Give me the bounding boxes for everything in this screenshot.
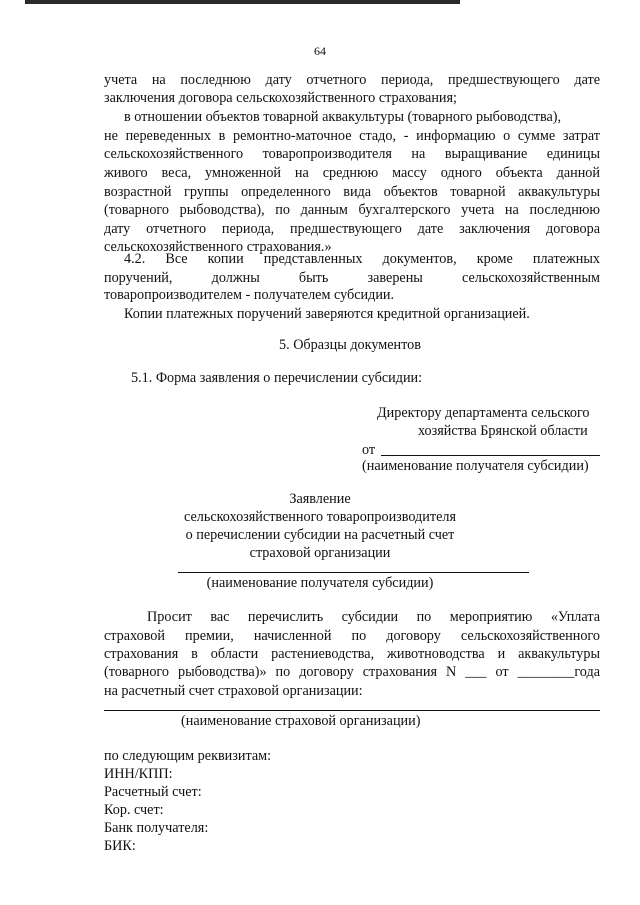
- body-line: в отношении объектов товарной аквакультуры (товарного рыбоводства),: [124, 109, 562, 125]
- request-line: страховой премии, начисленной по договору сельскохозяйственного: [104, 628, 600, 644]
- body-line: возрастной группы определенного вида объектов товарной аквакультуры: [104, 184, 600, 200]
- addressee-line: Директору департамента сельского: [377, 405, 590, 421]
- requisite-account: Расчетный счет:: [104, 784, 202, 800]
- request-line: Просит вас перечислить субсидии по мероприятию «Уплата: [147, 609, 600, 625]
- requisites-heading: по следующим реквизитам:: [104, 748, 272, 764]
- body-line: живого веса, умноженной на среднюю массу одного объекта данной: [104, 165, 600, 181]
- body-line: 4.2. Все копии представленных документов, кроме платежных: [124, 251, 600, 267]
- requisite-bik: БИК:: [104, 838, 136, 854]
- from-label: от: [362, 442, 376, 458]
- recipient-name-caption: (наименование получателя субсидии): [206, 575, 434, 591]
- request-line: страхования в области растениеводства, животноводства и аквакультуры: [104, 646, 600, 662]
- subsection-heading: 5.1. Форма заявления о перечислении субсидии:: [131, 370, 423, 386]
- body-line: сельскохозяйственного товаропроизводителя на выращивание единицы: [104, 146, 600, 162]
- scan-top-rule: [25, 0, 460, 4]
- application-title: Заявление: [289, 491, 351, 507]
- body-line: заключения договора сельскохозяйственного страхования;: [104, 90, 457, 106]
- body-line: поручений, должны быть заверены сельскохозяйственным: [104, 270, 600, 286]
- body-line: учета на последнюю дату отчетного периода, предшествующего дате: [104, 72, 600, 88]
- application-subtitle: о перечислении субсидии на расчетный счет: [185, 527, 455, 543]
- body-line: сельскохозяйственного страхования.»: [104, 239, 332, 255]
- requisite-corr-account: Кор. счет:: [104, 802, 164, 818]
- page-number: 64: [314, 44, 326, 58]
- application-subtitle: страховой организации: [249, 545, 391, 561]
- application-subtitle: сельскохозяйственного товаропроизводителя: [184, 509, 456, 525]
- requisite-inn-kpp: ИНН/КПП:: [104, 766, 173, 782]
- requisite-bank: Банк получателя:: [104, 820, 209, 836]
- request-line: на расчетный счет страховой организации:: [104, 683, 363, 699]
- section-heading: 5. Образцы документов: [279, 337, 421, 353]
- recipient-name-line: [178, 572, 529, 573]
- body-line: товаропроизводителем - получателем субсидии.: [104, 287, 395, 303]
- recipient-fill-line: [381, 455, 600, 456]
- insurer-caption: (наименование страховой организации): [181, 713, 421, 729]
- addressee-line: хозяйства Брянской области: [418, 423, 588, 439]
- request-line: (товарного рыбоводства)» по договору страхования N ___ от ________года: [104, 664, 600, 680]
- body-line: дату отчетного периода, предшествующего дате заключения договора: [104, 221, 600, 237]
- body-line: Копии платежных поручений заверяются кредитной организацией.: [124, 306, 530, 322]
- body-line: (товарного рыбоводства), по данным бухгалтерского учета на последнюю: [104, 202, 600, 218]
- recipient-caption: (наименование получателя субсидии): [362, 458, 589, 474]
- insurer-name-line: [104, 710, 600, 711]
- body-line: не переведенных в ремонтно-маточное стадо, - информацию о сумме затрат: [104, 128, 600, 144]
